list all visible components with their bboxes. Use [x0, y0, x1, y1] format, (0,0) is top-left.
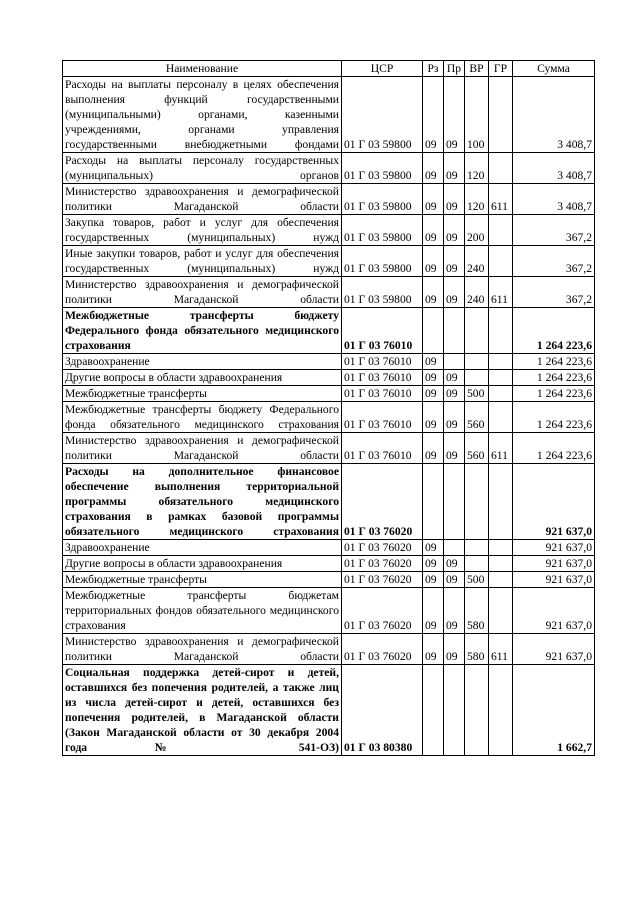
row-csr: 01 Г 03 76010	[342, 354, 423, 370]
row-sum: 921 637,0	[513, 556, 595, 572]
row-sum: 367,2	[513, 277, 595, 308]
header-csr: ЦСР	[342, 61, 423, 77]
row-pr	[444, 665, 465, 756]
row-pr	[444, 464, 465, 540]
table-row	[63, 556, 595, 572]
row-pr: 09	[444, 634, 465, 665]
row-gr	[489, 386, 513, 402]
row-csr: 01 Г 03 76010	[342, 370, 423, 386]
row-name: Расходы на выплаты персоналу государственных (муниципальных) органов	[63, 153, 342, 184]
row-csr: 01 Г 03 76020	[342, 572, 423, 588]
row-rz: 09	[423, 540, 444, 556]
table-row	[63, 215, 595, 246]
row-name: Межбюджетные трансферты бюджету Федерального фонда обязательного медицинского страхования	[63, 402, 342, 433]
table-row	[63, 246, 595, 277]
row-gr	[489, 402, 513, 433]
row-rz	[423, 665, 444, 756]
table-row	[63, 308, 595, 354]
row-rz: 09	[423, 77, 444, 153]
budget-table	[62, 60, 595, 756]
row-gr	[489, 588, 513, 634]
row-vr: 120	[465, 184, 489, 215]
row-sum: 921 637,0	[513, 588, 595, 634]
row-sum: 921 637,0	[513, 634, 595, 665]
row-pr: 09	[444, 215, 465, 246]
row-rz: 09	[423, 556, 444, 572]
table-row	[63, 665, 595, 756]
table-row	[63, 588, 595, 634]
row-csr: 01 Г 03 76010	[342, 386, 423, 402]
table-row	[63, 540, 595, 556]
row-vr: 200	[465, 215, 489, 246]
row-csr: 01 Г 03 59800	[342, 215, 423, 246]
row-csr: 01 Г 03 59800	[342, 153, 423, 184]
row-sum: 1 264 223,6	[513, 354, 595, 370]
row-name: Министерство здравоохранения и демографической политики Магаданской области	[63, 184, 342, 215]
table-row	[63, 354, 595, 370]
row-vr: 560	[465, 433, 489, 464]
header-sum: Сумма	[513, 61, 595, 77]
row-csr: 01 Г 03 59800	[342, 246, 423, 277]
row-csr: 01 Г 03 80380	[342, 665, 423, 756]
row-gr	[489, 77, 513, 153]
table-row	[63, 370, 595, 386]
row-rz: 09	[423, 277, 444, 308]
row-sum: 1 264 223,6	[513, 402, 595, 433]
row-gr	[489, 572, 513, 588]
row-csr: 01 Г 03 59800	[342, 77, 423, 153]
row-name: Министерство здравоохранения и демографической политики Магаданской области	[63, 277, 342, 308]
row-name: Межбюджетные трансферты бюджету Федерального фонда обязательного медицинского страхования	[63, 308, 342, 354]
row-vr	[465, 354, 489, 370]
row-gr	[489, 464, 513, 540]
header-gr: ГР	[489, 61, 513, 77]
row-gr	[489, 556, 513, 572]
row-gr	[489, 215, 513, 246]
row-pr: 09	[444, 386, 465, 402]
row-vr	[465, 464, 489, 540]
row-csr: 01 Г 03 76020	[342, 634, 423, 665]
row-csr: 01 Г 03 76020	[342, 540, 423, 556]
row-name: Министерство здравоохранения и демографической политики Магаданской области	[63, 433, 342, 464]
row-gr	[489, 354, 513, 370]
row-gr	[489, 665, 513, 756]
row-rz: 09	[423, 153, 444, 184]
row-rz: 09	[423, 402, 444, 433]
row-name: Здравоохранение	[63, 540, 342, 556]
row-vr: 580	[465, 634, 489, 665]
row-pr: 09	[444, 246, 465, 277]
row-pr: 09	[444, 572, 465, 588]
row-csr: 01 Г 03 59800	[342, 184, 423, 215]
row-sum: 3 408,7	[513, 77, 595, 153]
row-vr: 560	[465, 402, 489, 433]
header-pr: Пр	[444, 61, 465, 77]
row-sum: 1 264 223,6	[513, 433, 595, 464]
row-pr: 09	[444, 556, 465, 572]
row-vr: 500	[465, 572, 489, 588]
row-rz: 09	[423, 634, 444, 665]
row-rz: 09	[423, 215, 444, 246]
table-row	[63, 386, 595, 402]
row-sum: 1 264 223,6	[513, 386, 595, 402]
row-vr: 120	[465, 153, 489, 184]
row-pr: 09	[444, 277, 465, 308]
row-sum: 367,2	[513, 246, 595, 277]
row-csr: 01 Г 03 59800	[342, 277, 423, 308]
row-sum: 1 662,7	[513, 665, 595, 756]
row-vr: 240	[465, 277, 489, 308]
row-pr: 09	[444, 153, 465, 184]
row-gr: 611	[489, 184, 513, 215]
header-vr: ВР	[465, 61, 489, 77]
row-gr	[489, 246, 513, 277]
row-gr: 611	[489, 277, 513, 308]
row-pr: 09	[444, 433, 465, 464]
row-vr: 500	[465, 386, 489, 402]
row-rz: 09	[423, 433, 444, 464]
row-pr: 09	[444, 77, 465, 153]
row-vr: 580	[465, 588, 489, 634]
row-csr: 01 Г 03 76010	[342, 402, 423, 433]
row-name: Другие вопросы в области здравоохранения	[63, 370, 342, 386]
row-rz: 09	[423, 588, 444, 634]
row-name: Социальная поддержка детей-сирот и детей, оставшихся без попечения родителей, а также лиц из числа детей-сирот и детей, оставшихся без попечения родителей, в Магаданской области (Закон Магаданской области от 30 декабря 2004 года № 541-ОЗ)	[63, 665, 342, 756]
row-name: Межбюджетные трансферты	[63, 572, 342, 588]
row-sum: 921 637,0	[513, 464, 595, 540]
row-rz: 09	[423, 354, 444, 370]
row-pr: 09	[444, 588, 465, 634]
row-vr	[465, 665, 489, 756]
table-row	[63, 277, 595, 308]
row-name: Расходы на дополнительное финансовое обеспечение выполнения территориальной программы обязательного медицинского страхования в рамках базовой программы обязательного медицинского страхования	[63, 464, 342, 540]
table-row	[63, 464, 595, 540]
header-rz: Рз	[423, 61, 444, 77]
row-name: Расходы на выплаты персоналу в целях обеспечения выполнения функций государственными (муниципальными) органами, казенными учреждениями, органами управления государственными внебюджетными фондами	[63, 77, 342, 153]
row-name: Межбюджетные трансферты	[63, 386, 342, 402]
row-pr: 09	[444, 370, 465, 386]
row-gr: 611	[489, 634, 513, 665]
row-name: Министерство здравоохранения и демографической политики Магаданской области	[63, 634, 342, 665]
row-pr	[444, 540, 465, 556]
row-csr: 01 Г 03 76010	[342, 308, 423, 354]
header-row	[63, 61, 595, 77]
table-row	[63, 153, 595, 184]
row-sum: 921 637,0	[513, 540, 595, 556]
row-gr	[489, 540, 513, 556]
row-name: Другие вопросы в области здравоохранения	[63, 556, 342, 572]
row-rz	[423, 464, 444, 540]
row-pr	[444, 354, 465, 370]
row-name: Здравоохранение	[63, 354, 342, 370]
row-sum: 3 408,7	[513, 153, 595, 184]
row-sum: 367,2	[513, 215, 595, 246]
row-rz: 09	[423, 246, 444, 277]
row-rz: 09	[423, 370, 444, 386]
row-sum: 921 637,0	[513, 572, 595, 588]
header-name: Наименование	[63, 61, 342, 77]
row-pr: 09	[444, 402, 465, 433]
row-name: Межбюджетные трансферты бюджетам территориальных фондов обязательного медицинского страхования	[63, 588, 342, 634]
row-gr	[489, 153, 513, 184]
table-row	[63, 572, 595, 588]
table-row	[63, 77, 595, 153]
row-name: Закупка товаров, работ и услуг для обеспечения государственных (муниципальных) нужд	[63, 215, 342, 246]
row-vr: 240	[465, 246, 489, 277]
row-pr	[444, 308, 465, 354]
table-row	[63, 184, 595, 215]
row-sum: 1 264 223,6	[513, 308, 595, 354]
row-csr: 01 Г 03 76020	[342, 588, 423, 634]
row-vr	[465, 556, 489, 572]
row-rz: 09	[423, 572, 444, 588]
row-vr	[465, 308, 489, 354]
row-name: Иные закупки товаров, работ и услуг для обеспечения государственных (муниципальных) нужд	[63, 246, 342, 277]
row-gr	[489, 370, 513, 386]
row-gr	[489, 308, 513, 354]
row-pr: 09	[444, 184, 465, 215]
table-row	[63, 402, 595, 433]
row-rz	[423, 308, 444, 354]
row-vr: 100	[465, 77, 489, 153]
row-vr	[465, 370, 489, 386]
row-vr	[465, 540, 489, 556]
row-rz: 09	[423, 184, 444, 215]
row-sum: 1 264 223,6	[513, 370, 595, 386]
table-row	[63, 634, 595, 665]
row-csr: 01 Г 03 76020	[342, 464, 423, 540]
row-gr: 611	[489, 433, 513, 464]
row-csr: 01 Г 03 76010	[342, 433, 423, 464]
table-row	[63, 433, 595, 464]
row-csr: 01 Г 03 76020	[342, 556, 423, 572]
row-sum: 3 408,7	[513, 184, 595, 215]
row-rz: 09	[423, 386, 444, 402]
